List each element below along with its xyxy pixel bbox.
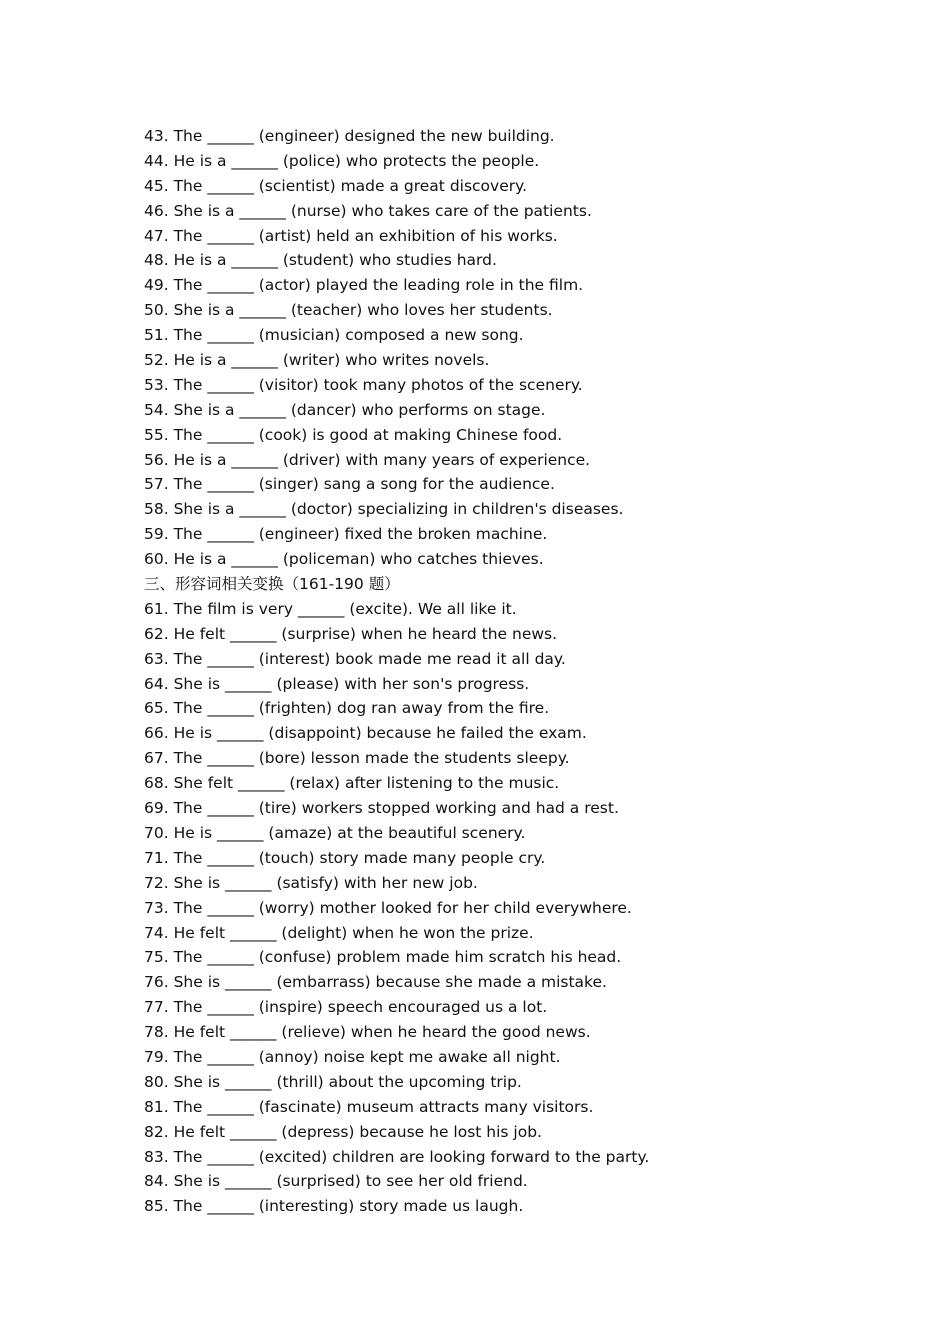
exercise-item-64: 64. She is ______ (please) with her son's progress. bbox=[144, 674, 530, 693]
exercise-item-60: 60. He is a ______ (policeman) who catches thieves. bbox=[144, 550, 544, 569]
exercise-item-68: 68. She felt ______ (relax) after listening to the music. bbox=[144, 774, 560, 793]
exercise-item-51: 51. The ______ (musician) composed a new song. bbox=[144, 326, 524, 345]
exercise-item-63: 63. The ______ (interest) book made me read it all day. bbox=[144, 649, 566, 668]
exercise-item-69: 69. The ______ (tire) workers stopped working and had a rest. bbox=[144, 799, 619, 818]
exercise-item-70: 70. He is ______ (amaze) at the beautiful scenery. bbox=[144, 823, 526, 842]
exercise-item-54: 54. She is a ______ (dancer) who performs on stage. bbox=[144, 400, 546, 419]
exercise-item-56: 56. He is a ______ (driver) with many years of experience. bbox=[144, 450, 591, 469]
exercise-item-85: 85. The ______ (interesting) story made us laugh. bbox=[144, 1197, 524, 1216]
exercise-item-44: 44. He is a ______ (police) who protects the people. bbox=[144, 151, 540, 170]
exercise-item-48: 48. He is a ______ (student) who studies hard. bbox=[144, 251, 497, 270]
exercise-item-72: 72. She is ______ (satisfy) with her new job. bbox=[144, 873, 478, 892]
exercise-item-71: 71. The ______ (touch) story made many people cry. bbox=[144, 848, 546, 867]
exercise-item-66: 66. He is ______ (disappoint) because he failed the exam. bbox=[144, 724, 587, 743]
exercise-item-65: 65. The ______ (frighten) dog ran away from the fire. bbox=[144, 699, 550, 718]
exercise-item-80: 80. She is ______ (thrill) about the upcoming trip. bbox=[144, 1072, 522, 1091]
exercise-item-61: 61. The film is very ______ (excite). We all like it. bbox=[144, 599, 517, 618]
exercise-item-81: 81. The ______ (fascinate) museum attracts many visitors. bbox=[144, 1097, 594, 1116]
exercise-item-58: 58. She is a ______ (doctor) specializing in children's diseases. bbox=[144, 500, 624, 519]
exercise-item-84: 84. She is ______ (surprised) to see her old friend. bbox=[144, 1172, 528, 1191]
exercise-item-78: 78. He felt ______ (relieve) when he heard the good news. bbox=[144, 1023, 591, 1042]
exercise-item-82: 82. He felt ______ (depress) because he lost his job. bbox=[144, 1122, 542, 1141]
exercise-item-47: 47. The ______ (artist) held an exhibition of his works. bbox=[144, 226, 558, 245]
exercise-item-83: 83. The ______ (excited) children are looking forward to the party. bbox=[144, 1147, 650, 1166]
exercise-item-55: 55. The ______ (cook) is good at making Chinese food. bbox=[144, 425, 563, 444]
exercise-item-79: 79. The ______ (annoy) noise kept me awake all night. bbox=[144, 1047, 561, 1066]
exercise-item-45: 45. The ______ (scientist) made a great discovery. bbox=[144, 176, 528, 195]
exercise-item-62: 62. He felt ______ (surprise) when he heard the news. bbox=[144, 624, 558, 643]
exercise-item-53: 53. The ______ (visitor) took many photos of the scenery. bbox=[144, 375, 583, 394]
exercise-item-76: 76. She is ______ (embarrass) because she made a mistake. bbox=[144, 973, 607, 992]
exercise-item-52: 52. He is a ______ (writer) who writes novels. bbox=[144, 351, 490, 370]
exercise-item-46: 46. She is a ______ (nurse) who takes care of the patients. bbox=[144, 201, 592, 220]
exercise-item-75: 75. The ______ (confuse) problem made him scratch his head. bbox=[144, 948, 622, 967]
exercise-item-57: 57. The ______ (singer) sang a song for the audience. bbox=[144, 475, 555, 494]
exercise-item-49: 49. The ______ (actor) played the leading role in the film. bbox=[144, 276, 584, 295]
section-heading: 三、形容词相关变换（161-190 题） bbox=[144, 575, 400, 594]
exercise-item-74: 74. He felt ______ (delight) when he won the prize. bbox=[144, 923, 534, 942]
exercise-item-67: 67. The ______ (bore) lesson made the students sleepy. bbox=[144, 749, 570, 768]
exercise-item-77: 77. The ______ (inspire) speech encouraged us a lot. bbox=[144, 998, 548, 1017]
exercise-item-50: 50. She is a ______ (teacher) who loves her students. bbox=[144, 301, 553, 320]
exercise-list bbox=[144, 124, 864, 1219]
exercise-item-43: 43. The ______ (engineer) designed the new building. bbox=[144, 127, 555, 145]
exercise-item-73: 73. The ______ (worry) mother looked for her child everywhere. bbox=[144, 898, 632, 917]
exercise-item-59: 59. The ______ (engineer) fixed the broken machine. bbox=[144, 525, 548, 544]
